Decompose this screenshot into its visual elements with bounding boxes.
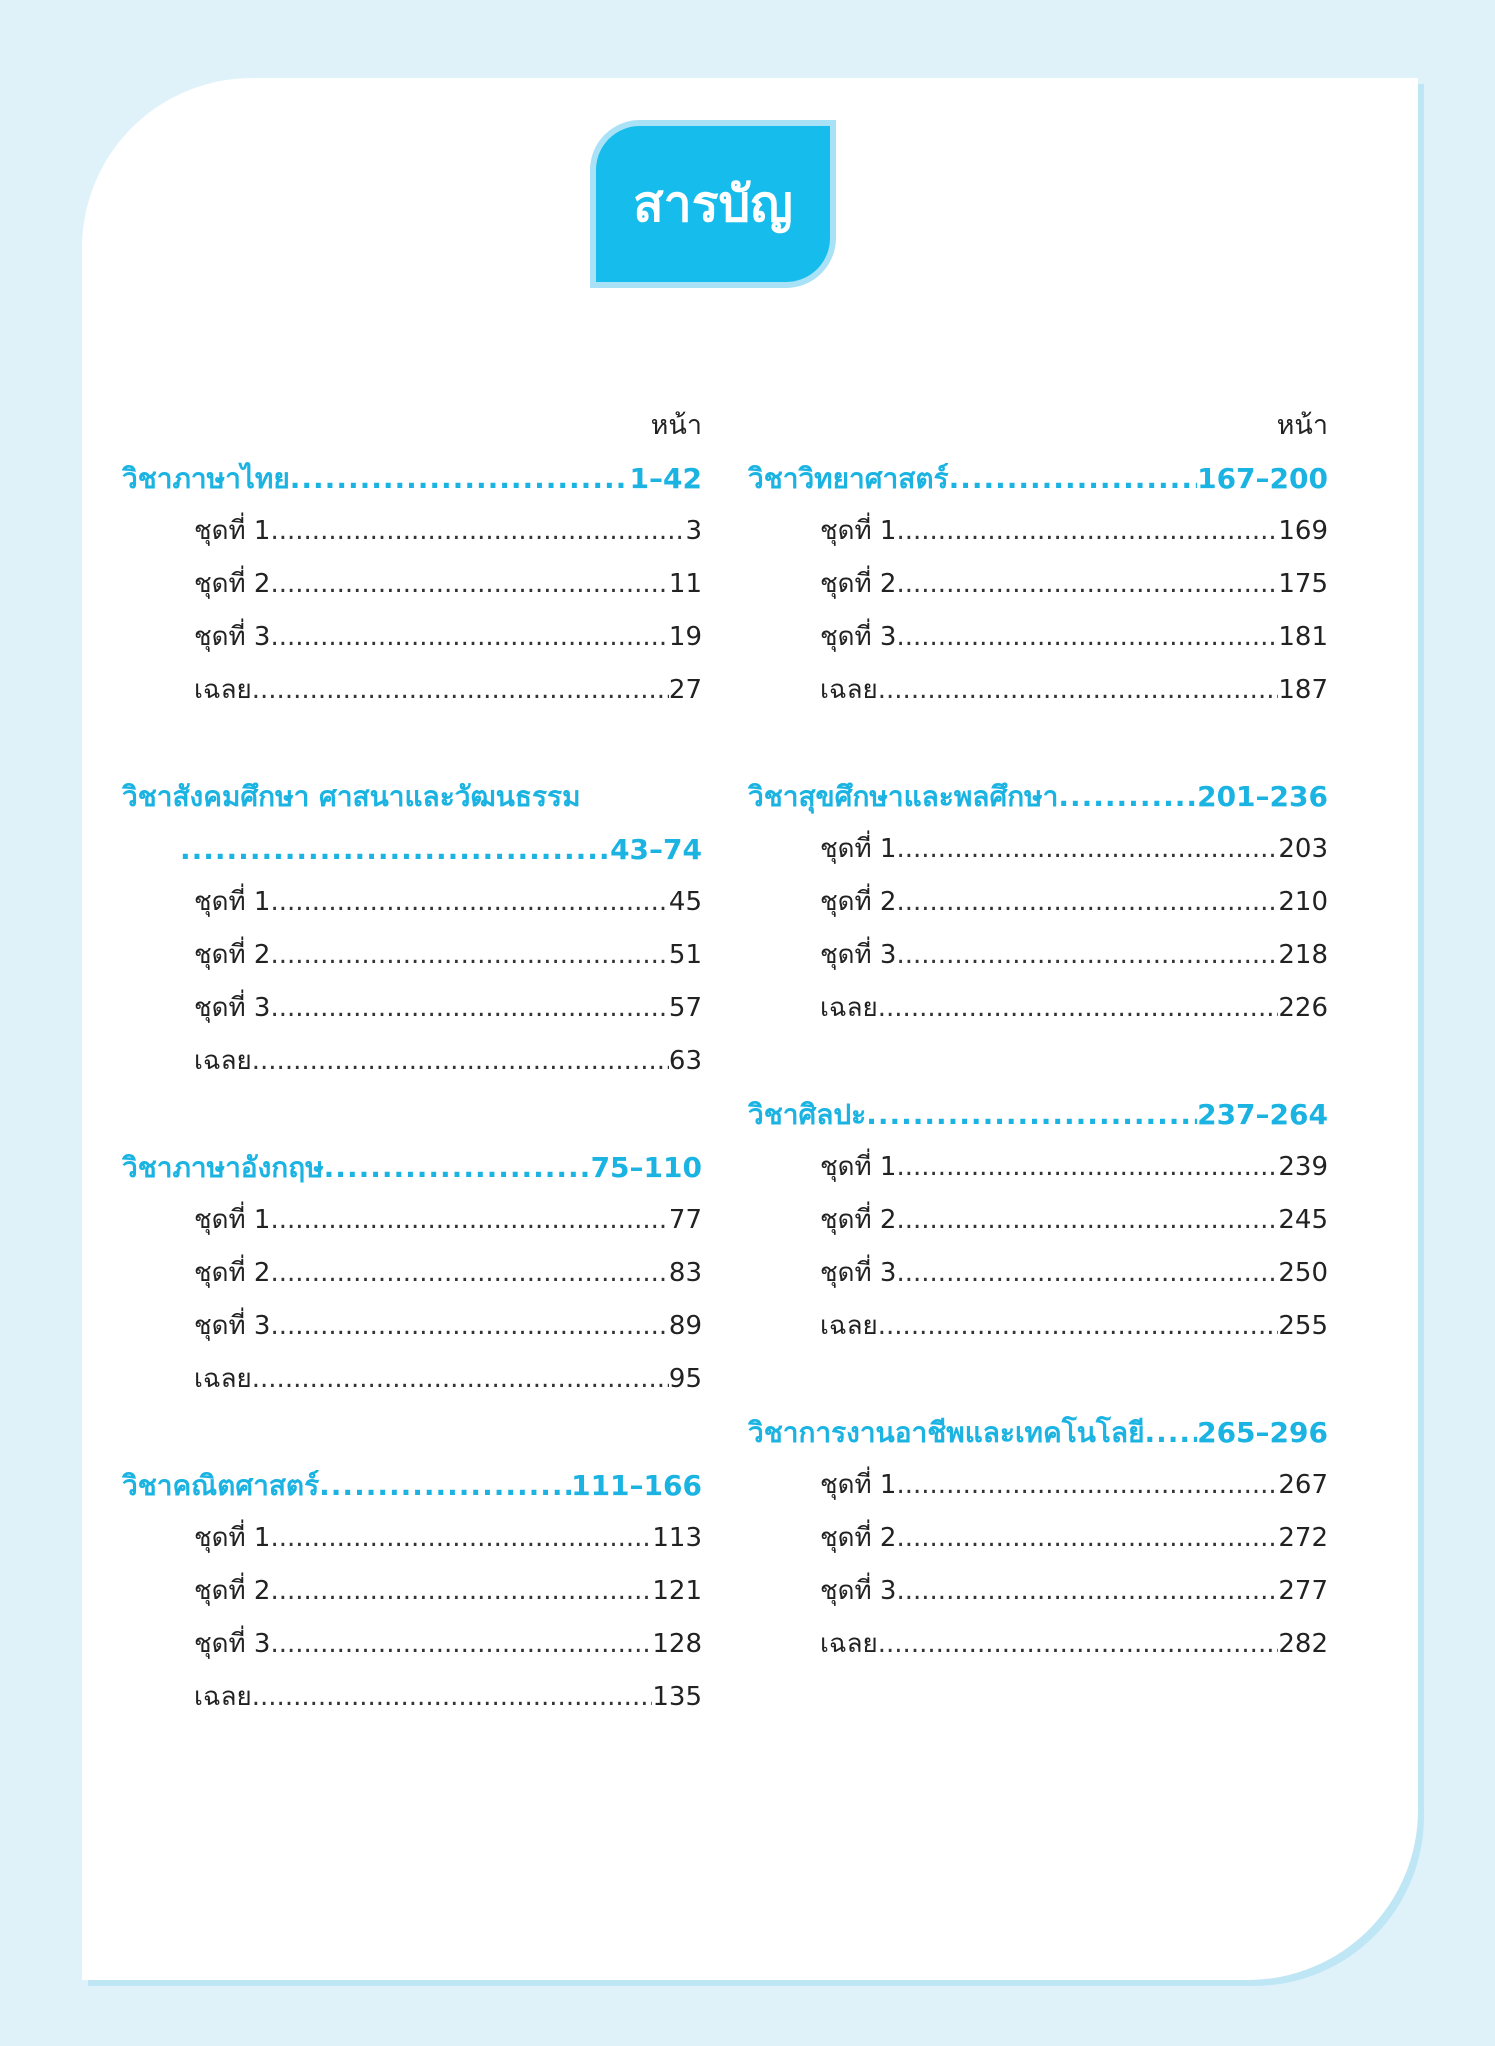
toc-subject[interactable]: วิชาสุขศึกษาและพลศึกษา ..... 201–236 <box>748 770 1328 823</box>
toc-entry[interactable]: ชุดที่ 3 ..... 250 <box>748 1247 1328 1300</box>
toc-section <box>748 770 1328 1035</box>
toc-entry[interactable]: ชุดที่ 1 ..... 3 <box>122 505 702 558</box>
page-column-header: หน้า <box>1276 410 1328 441</box>
toc-subject-range[interactable]: ..... 43–74 <box>122 823 702 876</box>
toc-section <box>122 1459 702 1724</box>
toc-entry[interactable]: ชุดที่ 2 ..... 210 <box>748 876 1328 929</box>
toc-entry[interactable]: ชุดที่ 2 ..... 11 <box>122 558 702 611</box>
toc-subject[interactable]: วิชาศิลปะ ..... 237–264 <box>748 1088 1328 1141</box>
toc-entry[interactable]: ชุดที่ 2 ..... 121 <box>122 1565 702 1618</box>
toc-entry[interactable]: ชุดที่ 1 ..... 169 <box>748 505 1328 558</box>
toc-entry[interactable]: ชุดที่ 3 ..... 89 <box>122 1300 702 1353</box>
toc-entry[interactable]: ชุดที่ 2 ..... 272 <box>748 1512 1328 1565</box>
toc-subject[interactable]: วิชาภาษาอังกฤษ ..... 75–110 <box>122 1141 702 1194</box>
toc-entry[interactable]: ชุดที่ 1 ..... 77 <box>122 1194 702 1247</box>
toc-entry[interactable]: ชุดที่ 1 ..... 203 <box>748 823 1328 876</box>
toc-entry[interactable]: ชุดที่ 1 ..... 267 <box>748 1459 1328 1512</box>
toc-entry[interactable]: ชุดที่ 3 ..... 57 <box>122 982 702 1035</box>
toc-subject[interactable]: วิชาการงานอาชีพและเทคโนโลยี ..... 265–296 <box>748 1406 1328 1459</box>
toc-entry[interactable]: ชุดที่ 3 ..... 128 <box>122 1618 702 1671</box>
toc-entry[interactable]: ชุดที่ 1 ..... 113 <box>122 1512 702 1565</box>
toc-section <box>748 452 1328 717</box>
toc-entry[interactable]: ชุดที่ 1 ..... 239 <box>748 1141 1328 1194</box>
toc-entry[interactable]: เฉลย ..... 282 <box>748 1618 1328 1671</box>
toc-entry[interactable]: ชุดที่ 2 ..... 245 <box>748 1194 1328 1247</box>
toc-entry[interactable]: เฉลย ..... 95 <box>122 1353 702 1406</box>
toc-section <box>748 1406 1328 1671</box>
toc-column-right <box>748 400 1328 1724</box>
toc-entry[interactable]: ชุดที่ 2 ..... 83 <box>122 1247 702 1300</box>
toc-entry[interactable]: เฉลย ..... 226 <box>748 982 1328 1035</box>
toc-entry[interactable]: ชุดที่ 3 ..... 181 <box>748 611 1328 664</box>
toc-subject[interactable]: วิชาวิทยาศาสตร์ ..... 167–200 <box>748 452 1328 505</box>
toc-entry[interactable]: เฉลย ..... 135 <box>122 1671 702 1724</box>
toc-column-left <box>122 400 702 1777</box>
toc-entry[interactable]: เฉลย ..... 187 <box>748 664 1328 717</box>
toc-subject[interactable]: วิชาคณิตศาสตร์ ..... 111–166 <box>122 1459 702 1512</box>
toc-entry[interactable]: ชุดที่ 3 ..... 19 <box>122 611 702 664</box>
toc-entry[interactable]: เฉลย ..... 63 <box>122 1035 702 1088</box>
toc-section <box>122 1141 702 1406</box>
toc-subject[interactable]: วิชาสังคมศึกษา ศาสนาและวัฒนธรรม <box>122 780 581 813</box>
toc-section <box>122 770 702 1088</box>
toc-entry[interactable]: ชุดที่ 3 ..... 218 <box>748 929 1328 982</box>
toc-entry[interactable]: เฉลย ..... 27 <box>122 664 702 717</box>
toc-section <box>122 452 702 717</box>
toc-entry[interactable]: ชุดที่ 3 ..... 277 <box>748 1565 1328 1618</box>
toc-section <box>748 1088 1328 1353</box>
toc-entry[interactable]: ชุดที่ 2 ..... 51 <box>122 929 702 982</box>
toc-entry[interactable]: ชุดที่ 1 ..... 45 <box>122 876 702 929</box>
page-column-header: หน้า <box>650 410 702 441</box>
toc-entry[interactable]: เฉลย ..... 255 <box>748 1300 1328 1353</box>
toc-entry[interactable]: ชุดที่ 2 ..... 175 <box>748 558 1328 611</box>
page-title: สารบัญ <box>590 120 836 288</box>
toc-subject[interactable]: วิชาภาษาไทย ..... 1–42 <box>122 452 702 505</box>
